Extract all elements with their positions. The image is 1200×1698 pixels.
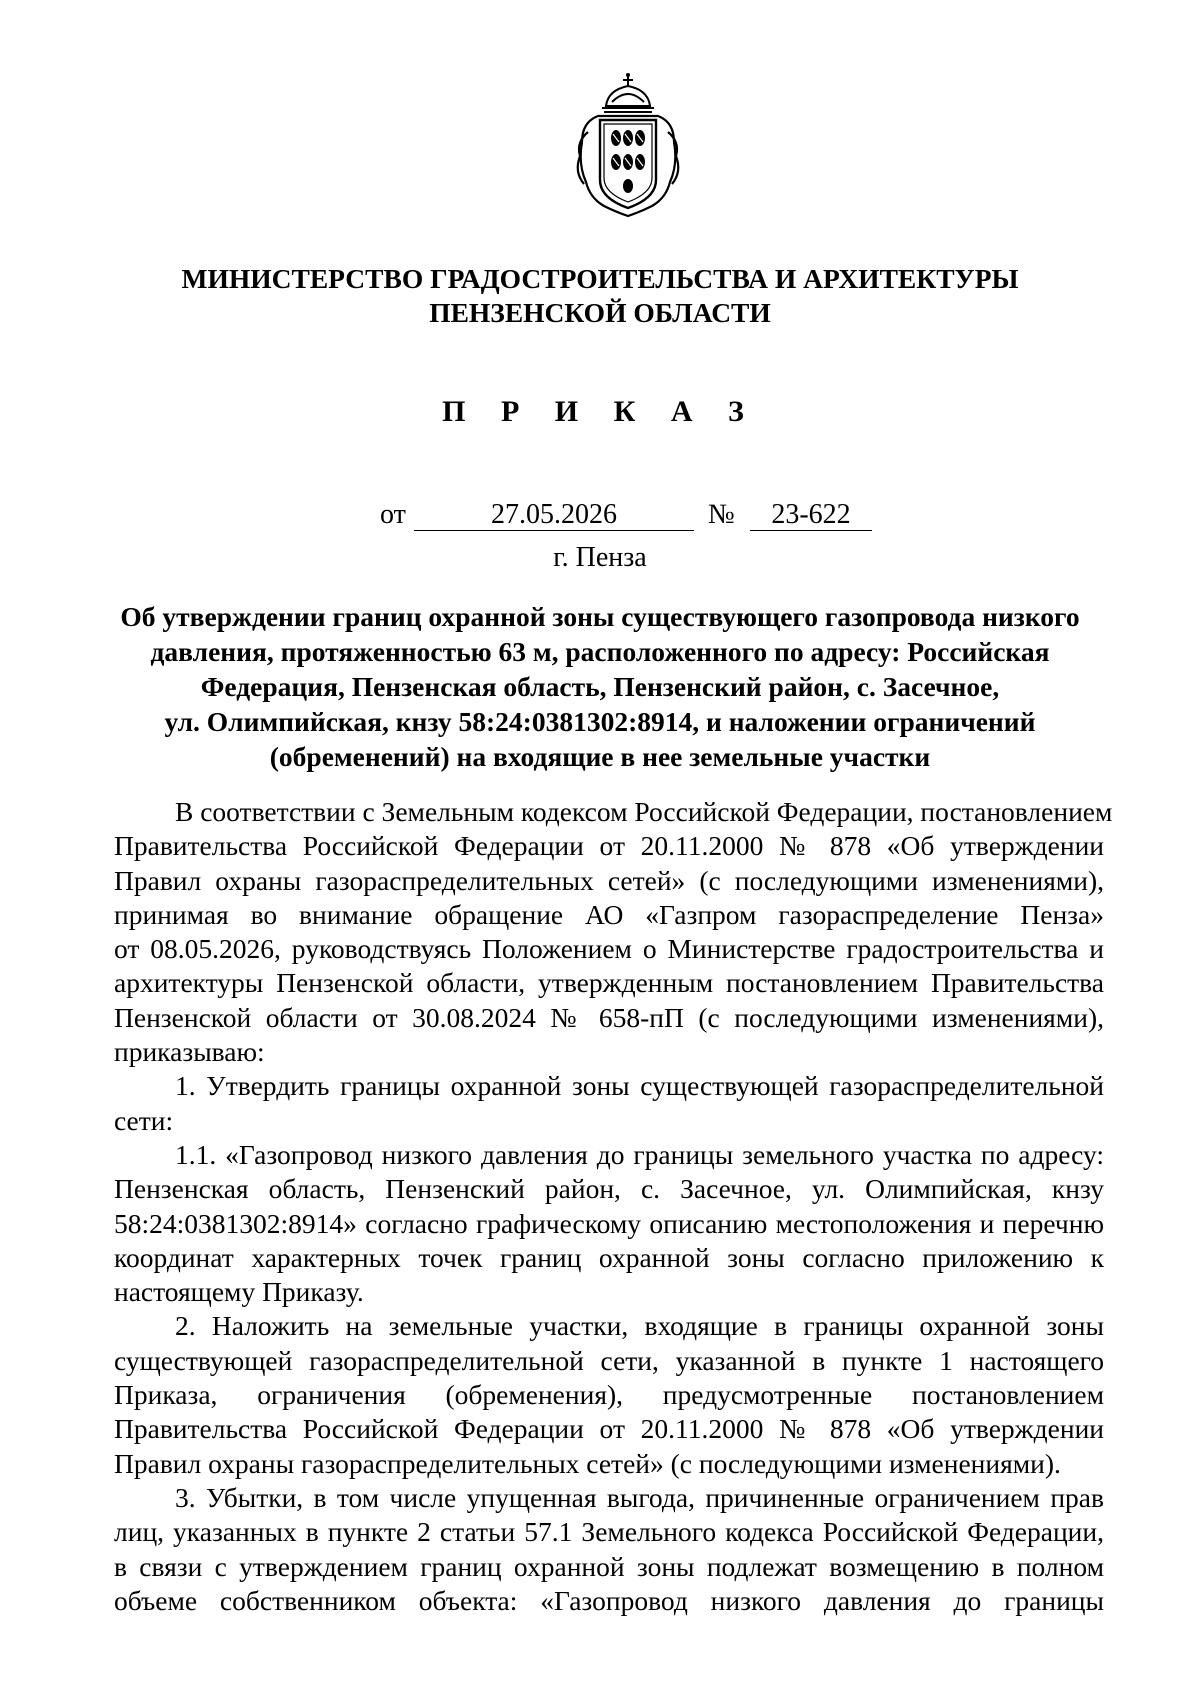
document-type-title: П Р И К А З bbox=[442, 395, 758, 428]
subject-line: Об утверждении границ охранной зоны существующего газопровода низкого bbox=[120, 601, 1080, 632]
city: г. Пенза bbox=[553, 542, 647, 573]
body-line: от 08.05.2026, руководствуясь Положением о Министерстве градостроительства и bbox=[114, 933, 1104, 965]
body-line: 3. Убытки, в том числе упущенная выгода, причиненные ограничением прав bbox=[175, 1481, 1104, 1513]
body-line: Пензенской области от 30.08.2024 № 658-пП (с последующими изменениями), bbox=[114, 1001, 1104, 1033]
body-line: 1. Утвердить границы охранной зоны существующей газораспределительной bbox=[175, 1070, 1104, 1102]
body-line: сети: bbox=[114, 1104, 174, 1136]
body-line: В соответствии с Земельным кодексом Российской Федерации, постановлением bbox=[175, 796, 1113, 827]
body-line: Правил охраны газораспределительных сетей» (с последующими изменениями), bbox=[114, 864, 1104, 896]
body-line: приказываю: bbox=[114, 1036, 265, 1068]
body-line: 1.1. «Газопровод низкого давления до границы земельного участка по адресу: bbox=[175, 1138, 1104, 1170]
subject-line: ул. Олимпийская, кнзу 58:24:0381302:8914, и наложении ограничений bbox=[164, 706, 1036, 737]
body-line: Правительства Российской Федерации от 20.11.2000 № 878 «Об утверждении bbox=[114, 1413, 1104, 1445]
body-line: настоящему Приказу. bbox=[114, 1276, 364, 1308]
body-line: 58:24:0381302:8914» согласно графическому описанию местоположения и перечню bbox=[114, 1207, 1104, 1239]
body-line: принимая во внимание обращение АО «Газпром газораспределение Пенза» bbox=[114, 898, 1104, 930]
ministry-line-1: МИНИСТЕРСТВО ГРАДОСТРОИТЕЛЬСТВА И АРХИТЕКТУРЫ bbox=[181, 263, 1019, 294]
body-line: существующей газораспределительной сети, указанной в пункте 1 настоящего bbox=[114, 1344, 1104, 1376]
subject-line: (обременений) на входящие в нее земельные участки bbox=[269, 741, 931, 772]
order-number: 23-622 bbox=[750, 498, 872, 531]
body-line: Правил охраны газораспределительных сетей» (с последующими изменениями). bbox=[114, 1447, 1061, 1479]
coat-of-arms-icon bbox=[568, 72, 688, 222]
order-body bbox=[114, 795, 1113, 1618]
body-line: в связи с утверждением границ охранной зоны подлежат возмещению в полном bbox=[114, 1550, 1104, 1582]
body-line: Приказа, ограничения (обременения), предусмотренные постановлением bbox=[114, 1379, 1104, 1411]
body-line: Пензенская область, Пензенский район, с. Засечное, ул. Олимпийская, кнзу bbox=[114, 1173, 1104, 1205]
number-label: № bbox=[708, 499, 735, 530]
body-line: 2. Наложить на земельные участки, входящие в границы охранной зоны bbox=[175, 1310, 1104, 1342]
ministry-line-2: ПЕНЗЕНСКОЙ ОБЛАСТИ bbox=[429, 297, 771, 328]
body-line: координат характерных точек границ охранной зоны согласно приложению к bbox=[114, 1241, 1104, 1273]
subject-line: Федерация, Пензенская область, Пензенский район, с. Засечное, bbox=[200, 671, 1000, 702]
body-line: Правительства Российской Федерации от 20.11.2000 № 878 «Об утверждении bbox=[114, 830, 1104, 862]
subject-line: давления, протяженностью 63 м, расположенного по адресу: Российская bbox=[150, 636, 1050, 667]
order-subject bbox=[110, 599, 1090, 774]
body-line: архитектуры Пензенской области, утвержденным постановлением Правительства bbox=[114, 967, 1104, 999]
body-line: объеме собственником объекта: «Газопровод низкого давления до границы bbox=[114, 1584, 1104, 1616]
order-date: 27.05.2026 bbox=[414, 498, 694, 531]
ministry-name bbox=[100, 262, 1100, 330]
body-line: лиц, указанных в пункте 2 статьи 57.1 Земельного кодекса Российской Федерации, bbox=[114, 1516, 1104, 1548]
date-label: от bbox=[380, 499, 406, 530]
